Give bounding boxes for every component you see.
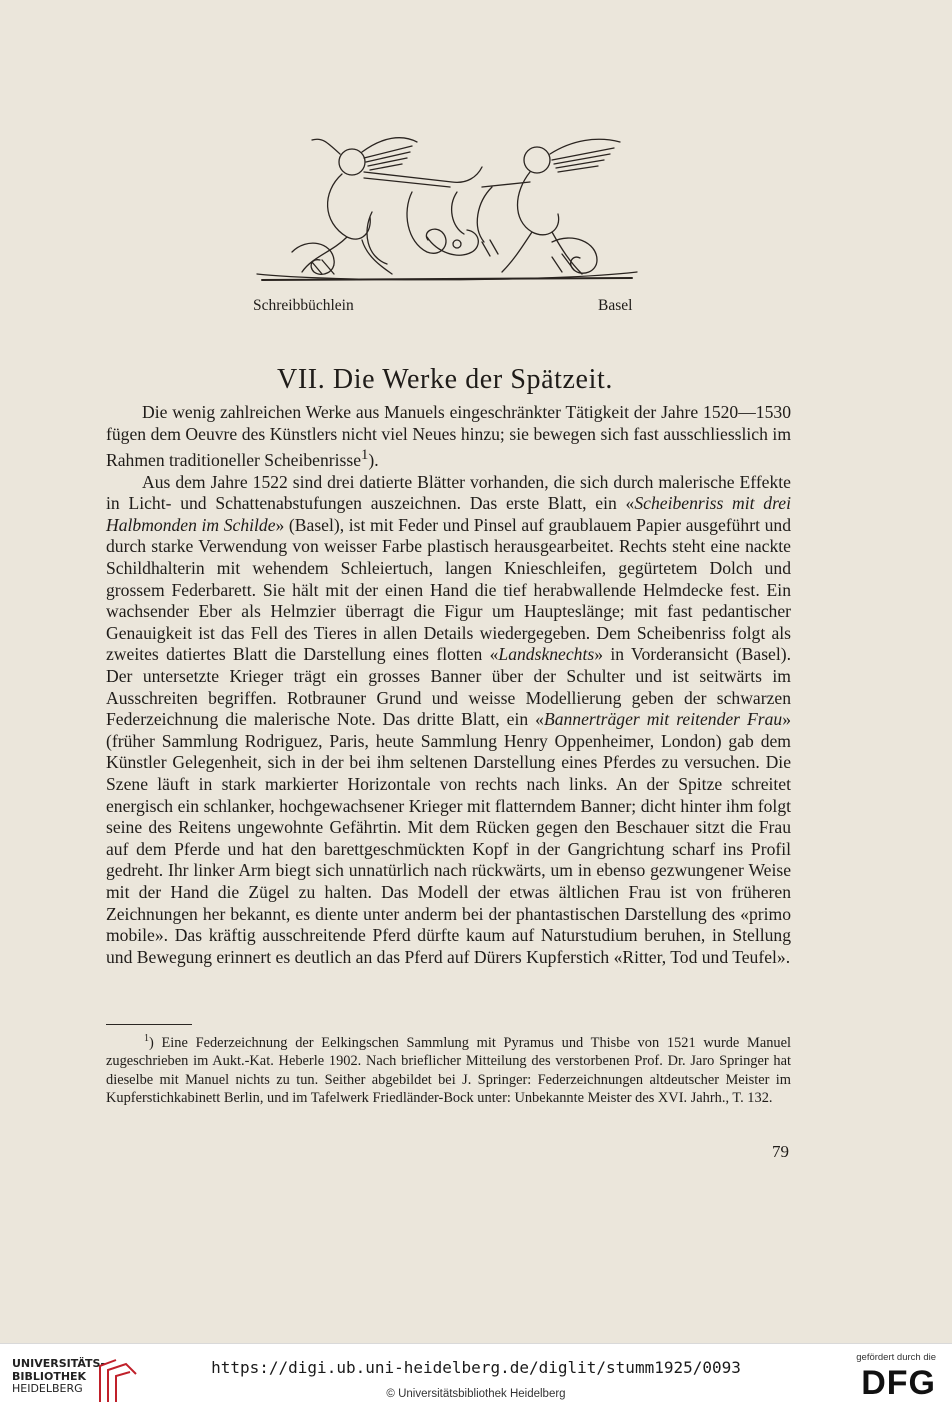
paragraph-2 bbox=[106, 472, 791, 969]
library-name-line-1: UNIVERSITÄTS- bbox=[12, 1357, 106, 1370]
footnote bbox=[106, 1030, 791, 1107]
artwork-title-scheibenriss: Scheibenriss mit drei Halbmonden im Schilde bbox=[106, 493, 791, 535]
paragraph-1-end: ). bbox=[368, 450, 379, 471]
dfg-logo-text: DFG bbox=[861, 1364, 936, 1402]
library-name-line-2: BIBLIOTHEK bbox=[12, 1369, 87, 1383]
artwork-title-bannertraeger: Bannerträger mit reitender Frau bbox=[543, 709, 783, 730]
paragraph-2-text-a: Aus dem Jahre 1522 sind drei datierte Blätter vorhanden, die sich durch malerische Effekte in Licht- und Schattenabstufungen auszeichnen. Das erste Blatt, ein « bbox=[106, 471, 791, 514]
footnote-separator bbox=[106, 1024, 192, 1025]
paragraph-2-text-b: » (Basel), ist mit Feder und Pinsel auf graublauem Papier ausgeführt und durch starke Verwendung von weisser Farbe plastisch herausgearbeitet. Rechts steht eine nackte Schildhalterin mit wehendem Schleiertuch, langen Knieschleifen, gegürtetem Dolch und grossem Federbarett. Sie hält mit der einen Hand die tief herabwallende Helmdecke fest. Ein wachsender Eber als Helmzier überragt die Figur um Haupteslänge; mit fast pedantischer Genauigkeit ist das Fell des Tieres in allen Details wiedergegeben. Dem Scheibenriss folgt als zweites datiertes Blatt die Darstellung eines flotten « bbox=[106, 514, 791, 665]
artwork-title-landsknechts: Landsknechts bbox=[498, 644, 595, 665]
library-name-line-3: HEIDELBERG bbox=[12, 1382, 83, 1395]
chapter-title: VII. Die Werke der Spätzeit. bbox=[277, 364, 613, 395]
document-url-link[interactable]: https://digi.ub.uni-heidelberg.de/diglit/stumm1925/0093 bbox=[211, 1358, 741, 1377]
footnote-1 bbox=[106, 1030, 791, 1107]
paragraph-1-text: Die wenig zahlreichen Werke aus Manuels eingeschränkter Tätigkeit der Jahre 1520—1530 fügen dem Oeuvre des Künstlers nicht viel Neues hinzu; sie bewegen sich fast ausschliesslich im Rahmen traditioneller Scheibenrisse bbox=[106, 402, 791, 471]
viewer-footer bbox=[0, 1343, 952, 1411]
footnote-text: ) Eine Federzeichnung der Eelkingschen Sammlung mit Pyramus und Thisbe von 1521 wurde Manuel zugeschrieben im Aukt.-Kat. Heberle 1902. Nach brieflicher Mitteilung des verstorbenen Prof. Dr. Jaro Springer hat dieselbe mit Manuel nichts zu tun. Seither abgebildet bei J. Springer: Federzeichnungen altdeutscher Meister im Kupferstichkabinett Berlin, und im Tafelwerk Friedländer-Bock unter: Unbekannte Meister des XVI. Jahrh., T. 132. bbox=[106, 1034, 791, 1107]
dfg-funding-logo[interactable] bbox=[844, 1352, 936, 1408]
funding-caption: gefördert durch die bbox=[856, 1352, 936, 1363]
paragraph-2-text-c: » in Vorderansicht (Basel). Der untersetzte Krieger trägt ein grosses Banner über der Schulter und ist seitwärts im Ausschreiten begriffen. Rotbrauner Grund und weisse Modellierung geben der schwarzen Federzeichnung die malerische Note. Das dritte Blatt, ein « bbox=[106, 644, 791, 730]
footnote-mark: 1 bbox=[144, 1033, 149, 1044]
page-number: 79 bbox=[772, 1142, 789, 1161]
paragraph-1 bbox=[106, 402, 791, 472]
paragraph-2-text-d: » (früher Sammlung Rodriguez, Paris, heute Sammlung Henry Oppenheimer, London) gab dem Künstler Gelegenheit, sich in der bei ihm seltenen Darstellung eines Pferdes zu versuchen. Die Szene läuft in stark markierter Horizontale von rechts nach links. An der Spitze schreitet energisch ein schlanker, hochgewachsener Krieger mit flatterndem Banner; dicht hinter ihm folgt seine des Reitens ungewohnte Gefährtin. Mit dem Rücken gegen den Beschauer sitzt die Frau auf dem Pferde und hat den barettgeschmückten Kopf in der Gangrichtung scharf ins Profil gedreht. Ihr linker Arm biegt sich unnatürlich nach rückwärts, um in ebenso gezwungener Weise mit der Hand die Zügel zu halten. Das Modell der etwas ältlichen Frau ist von früheren Zeichnungen her bekannt, es diente unter anderm bei der phantastischen Darstellung des «primo mobile». Das kräftig ausschreitende Pferd dürfte kaum auf Naturstudium beruhen, in Stellung und Bewegung erinnert es deutlich an das Pferd auf Dürers Kupferstich «Ritter, Tod und Teufel». bbox=[106, 709, 791, 967]
copyright-notice: © Universitätsbibliothek Heidelberg bbox=[386, 1388, 566, 1400]
illustration-caption-right: Basel bbox=[598, 297, 633, 314]
putti-ornament-illustration bbox=[252, 132, 642, 292]
illustration-caption-left: Schreibbüchlein bbox=[253, 297, 354, 314]
putti-ornament-drawing bbox=[252, 132, 642, 292]
body-text bbox=[106, 402, 791, 968]
footnote-reference: 1 bbox=[361, 447, 369, 464]
